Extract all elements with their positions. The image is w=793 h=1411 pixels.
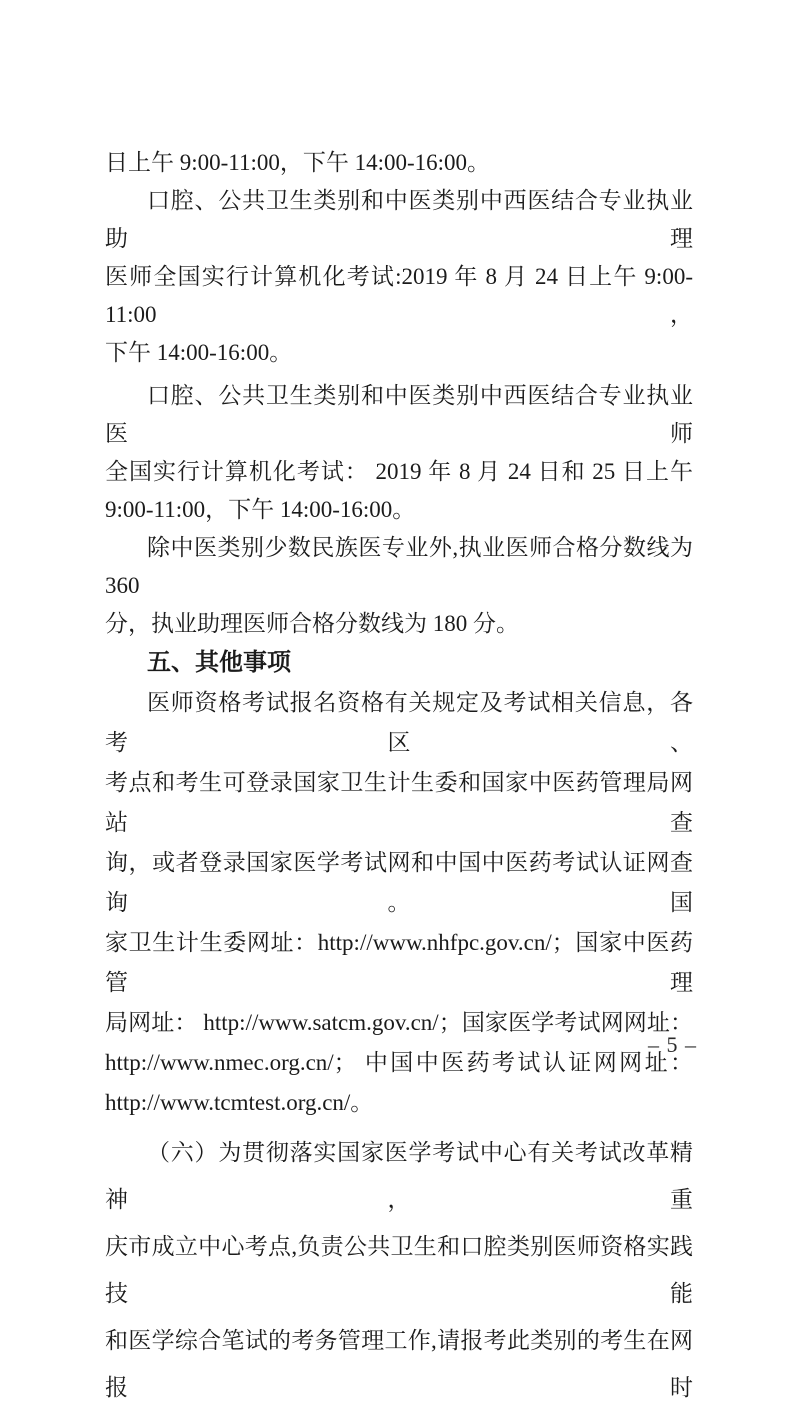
page-number: – 5 – bbox=[648, 1032, 697, 1057]
paragraph bbox=[105, 529, 693, 643]
text-line: 局网址： http://www.satcm.gov.cn/；国家医学考试网网址： bbox=[105, 1010, 693, 1035]
section-heading bbox=[105, 643, 693, 683]
text-line: 五、其他事项 bbox=[147, 649, 291, 676]
text-line: 分，执业助理医师合格分数线为 180 分。 bbox=[105, 611, 519, 636]
text-line: 考点和考生可登录国家卫生计生委和国家中医药管理局网站查 bbox=[105, 770, 693, 835]
text-line: 口腔、公共卫生类别和中医类别中西医结合专业执业医师 bbox=[105, 383, 693, 446]
text-line: http://www.tcmtest.org.cn/。 bbox=[105, 1090, 374, 1115]
paragraph bbox=[105, 182, 693, 372]
text-line: 医师资格考试报名资格有关规定及考试相关信息，各考区、 bbox=[105, 690, 693, 755]
text-line: 和医学综合笔试的考务管理工作,请报考此类别的考生在网报时 bbox=[105, 1328, 693, 1400]
text-line: 全国实行计算机化考试： 2019 年 8 月 24 日和 25 日上午 bbox=[105, 459, 693, 484]
text-line: 询，或者登录国家医学考试网和中国中医药考试认证网查询。国 bbox=[105, 850, 693, 915]
paragraph bbox=[105, 377, 693, 529]
text-line: （六）为贯彻落实国家医学考试中心有关考试改革精神，重 bbox=[105, 1140, 693, 1212]
text-line: 除中医类别少数民族医专业外,执业医师合格分数线为 360 bbox=[105, 535, 693, 598]
text-line: 日上午 9:00-11:00，下午 14:00-16:00。 bbox=[105, 150, 491, 175]
text-line: http://www.nmec.org.cn/； 中国中医药考试认证网网址： bbox=[105, 1050, 693, 1075]
paragraph bbox=[105, 1129, 693, 1411]
text-line: 家卫生计生委网址：http://www.nhfpc.gov.cn/；国家中医药管理 bbox=[105, 930, 693, 995]
text-line: 9:00-11:00，下午 14:00-16:00。 bbox=[105, 497, 416, 522]
paragraph bbox=[105, 683, 693, 1123]
text-line: 庆市成立中心考点,负责公共卫生和口腔类别医师资格实践技能 bbox=[105, 1234, 693, 1306]
text-line: 下午 14:00-16:00。 bbox=[105, 340, 293, 365]
text-line: 口腔、公共卫生类别和中医类别中西医结合专业执业助理 bbox=[105, 188, 693, 251]
text-block bbox=[105, 144, 693, 1411]
text-line: 医师全国实行计算机化考试:2019 年 8 月 24 日上午 9:00-11:00， bbox=[105, 264, 693, 327]
paragraph bbox=[105, 144, 693, 182]
